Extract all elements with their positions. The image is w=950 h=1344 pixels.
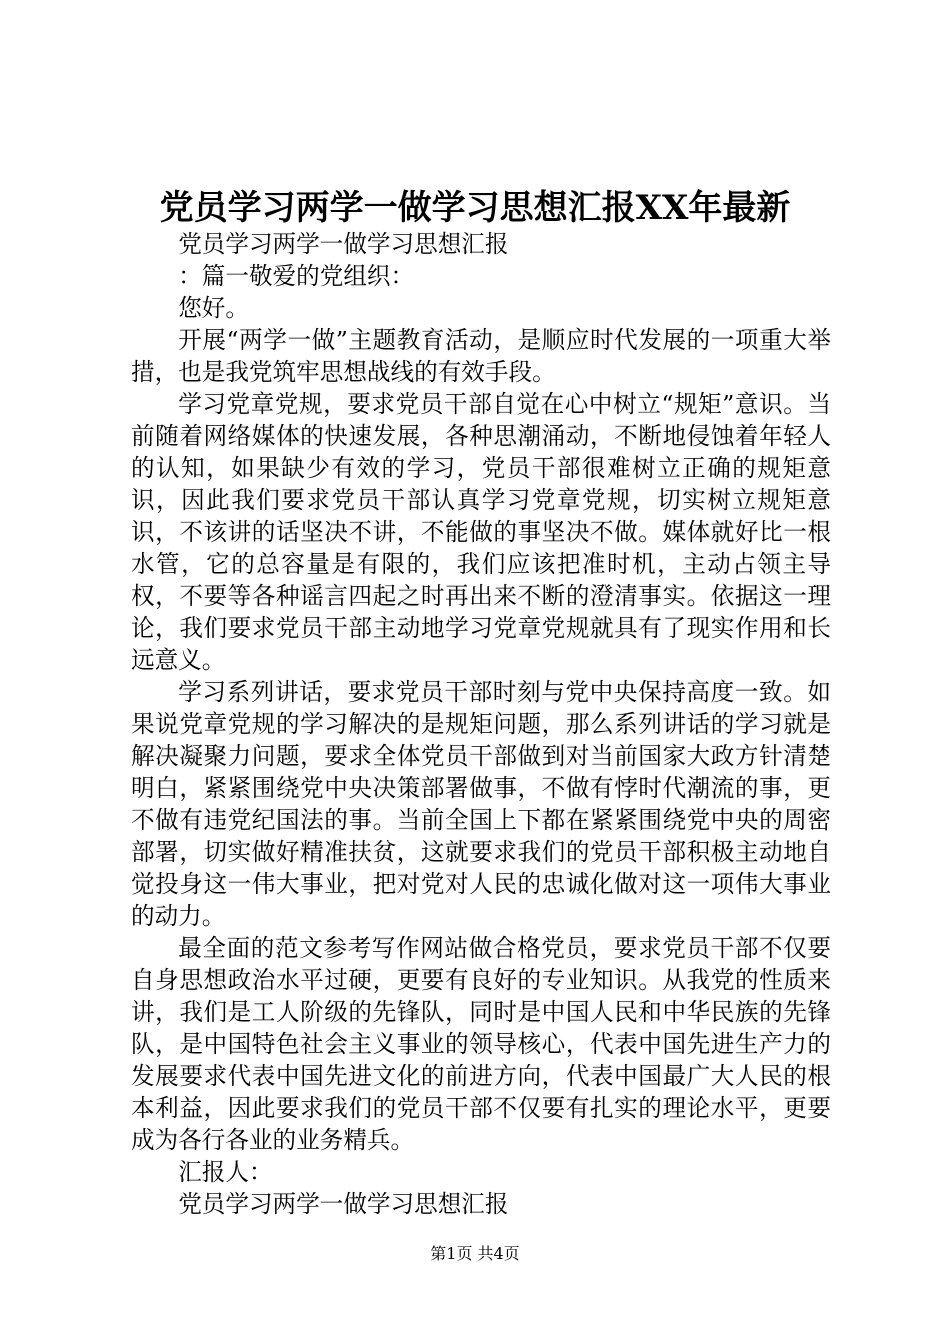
paragraph-greeting: 您好。 xyxy=(178,294,249,322)
document-body xyxy=(131,228,831,1220)
paragraph-intro: 开展“两学一做”主题教育活动，是顺应时代发展的一项重大举措，也是我党筑牢思想战线的有效手段。 xyxy=(131,326,831,386)
page-title: 党员学习两学一做学习思想汇报XX年最新 xyxy=(159,188,791,228)
paragraph-speeches: 学习系列讲话，要求党员干部时刻与党中央保持高度一致。如果说党章党规的学习解决的是规矩问题，那么系列讲话的学习就是解决凝聚力问题，要求全体党员干部做到对当前国家大政方针清楚明白，紧紧围绕党中央决策部署做事，不做有悖时代潮流的事，更不做有违党纪国法的事。当前全国上下都在紧紧围绕党中央的周密部署，切实做好精准扶贫，这就要求我们的党员干部积极主动地自觉投身这一伟大事业，把对党对人民的忠诚化做对这一项伟大事业的动力。 xyxy=(131,678,831,930)
paragraph-subtitle: 党员学习两学一做学习思想汇报 xyxy=(178,230,509,258)
paragraph-salutation: ：篇一敬爱的党组织： xyxy=(178,262,415,290)
paragraph-reporter: 汇报人： xyxy=(178,1158,273,1186)
paragraph-next-title: 党员学习两学一做学习思想汇报 xyxy=(178,1190,509,1218)
paragraph-party-rules: 学习党章党规，要求党员干部自觉在心中树立“规矩”意识。当前随着网络媒体的快速发展，各种思潮涌动，不断地侵蚀着年轻人的认知，如果缺少有效的学习，党员干部很难树立正确的规矩意识，因此我们要求党员干部认真学习党章党规，切实树立规矩意识，不该讲的话坚决不讲，不能做的事坚决不做。媒体就好比一根水管，它的总容量是有限的，我们应该把准时机，主动占领主导权，不要等各种谣言四起之时再出来不断的澄清事实。依据这一理论，我们要求党员干部主动地学习党章党规就具有了现实作用和长远意义。 xyxy=(131,390,831,674)
page-footer: 第1页 共4页 xyxy=(430,1244,520,1263)
paragraph-qualified-member: 最全面的范文参考写作网站做合格党员，要求党员干部不仅要自身思想政治水平过硬，更要有良好的专业知识。从我党的性质来讲，我们是工人阶级的先锋队，同时是中国人民和中华民族的先锋队，是中国特色社会主义事业的领导核心，代表中国先进生产力的发展要求代表中国先进文化的前进方向，代表中国最广大人民的根本利益，因此要求我们的党员干部不仅要有扎实的理论水平，更要成为各行各业的业务精兵。 xyxy=(131,934,831,1154)
